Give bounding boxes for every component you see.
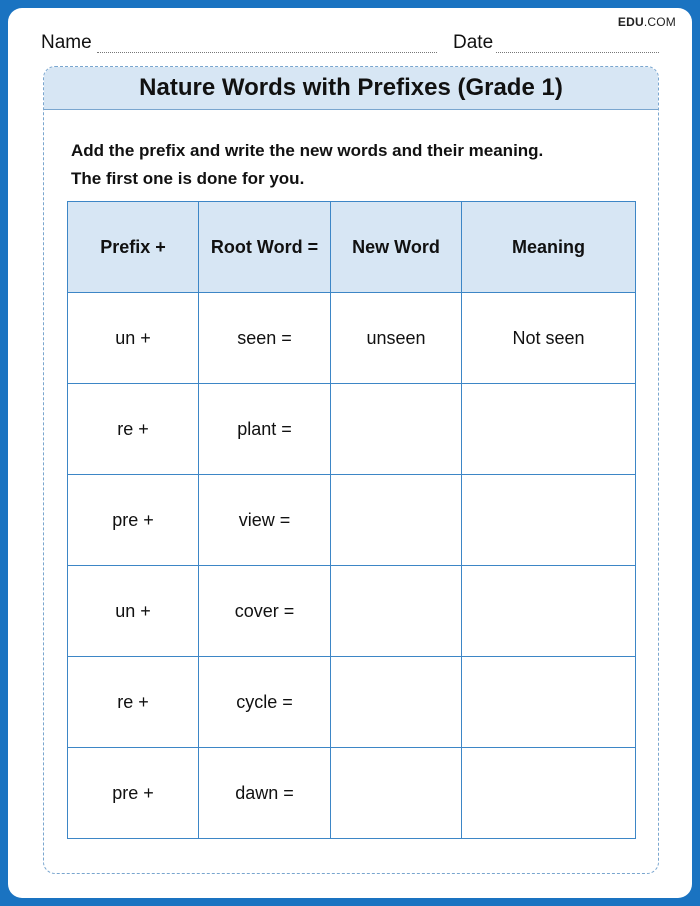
new-word-cell[interactable] <box>331 657 462 748</box>
date-field[interactable] <box>496 52 659 53</box>
prefix-cell: re + <box>68 657 199 748</box>
table-row <box>68 475 636 566</box>
table-row <box>68 293 636 384</box>
worksheet-panel <box>43 66 659 874</box>
header-meaning: Meaning <box>462 202 636 293</box>
prefix-table <box>67 201 636 839</box>
name-field[interactable] <box>97 52 437 53</box>
prefix-cell: un + <box>68 566 199 657</box>
table-row <box>68 657 636 748</box>
root-word-cell: dawn = <box>199 748 331 839</box>
root-word-cell: cover = <box>199 566 331 657</box>
root-word-cell: seen = <box>199 293 331 384</box>
meaning-cell[interactable] <box>462 475 636 566</box>
header-prefix: Prefix + <box>68 202 199 293</box>
worksheet-page <box>8 8 692 898</box>
new-word-cell[interactable] <box>331 475 462 566</box>
title-bar <box>44 67 658 110</box>
root-word-cell: cycle = <box>199 657 331 748</box>
name-date-row <box>41 32 659 56</box>
meaning-cell[interactable] <box>462 384 636 475</box>
root-word-cell: view = <box>199 475 331 566</box>
new-word-cell[interactable] <box>331 384 462 475</box>
new-word-cell[interactable] <box>331 566 462 657</box>
date-label: Date <box>453 32 494 53</box>
prefix-cell: re + <box>68 384 199 475</box>
instruction-line-1: Add the prefix and write the new words and their meaning. <box>71 141 544 160</box>
table-header-row <box>68 202 636 293</box>
prefix-cell: pre + <box>68 748 199 839</box>
page-title: Nature Words with Prefixes (Grade 1) <box>139 74 563 101</box>
header-new-word: New Word <box>331 202 462 293</box>
meaning-cell[interactable] <box>462 748 636 839</box>
new-word-cell[interactable] <box>331 748 462 839</box>
header-root-word: Root Word = <box>199 202 331 293</box>
table-row <box>68 384 636 475</box>
name-label: Name <box>41 32 92 53</box>
root-word-cell: plant = <box>199 384 331 475</box>
instruction-line-2: The first one is done for you. <box>71 169 305 188</box>
meaning-cell[interactable] <box>462 566 636 657</box>
new-word-cell[interactable]: unseen <box>331 293 462 384</box>
table-row <box>68 748 636 839</box>
prefix-cell: pre + <box>68 475 199 566</box>
table-row <box>68 566 636 657</box>
brand-logo: EDU.COM <box>617 15 676 29</box>
instructions <box>71 137 631 193</box>
meaning-cell[interactable] <box>462 657 636 748</box>
meaning-cell[interactable]: Not seen <box>462 293 636 384</box>
prefix-cell: un + <box>68 293 199 384</box>
